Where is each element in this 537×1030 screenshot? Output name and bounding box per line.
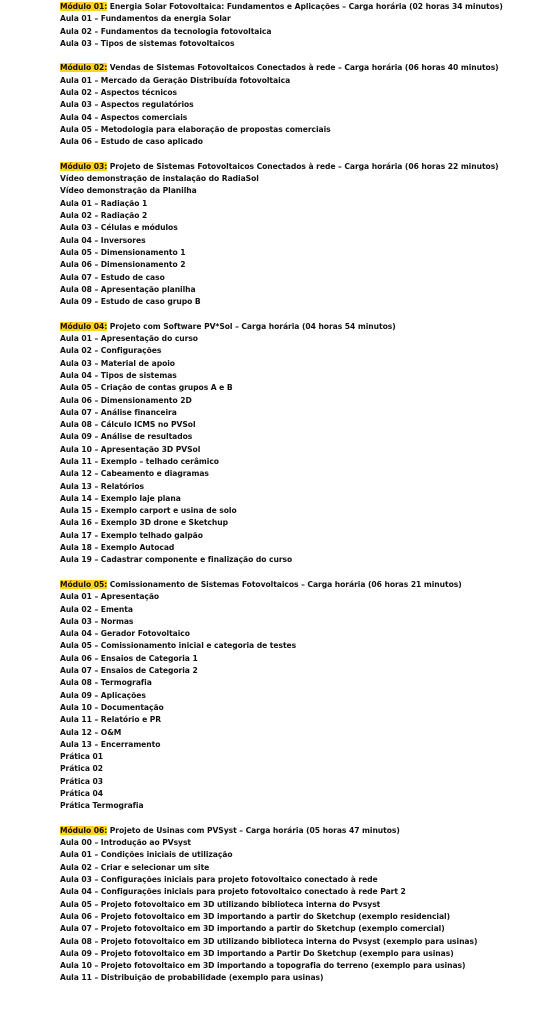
lesson-item: Aula 03 – Material de apoio	[60, 358, 175, 368]
lesson-item: Vídeo demonstração de instalação do RadiaSol	[60, 174, 259, 184]
lesson-item: Aula 04 – Aspectos comerciais	[60, 112, 188, 122]
lesson-item: Aula 03 – Células e módulos	[60, 223, 178, 233]
lesson-item: Aula 08 – Termografia	[60, 678, 152, 688]
module-section	[60, 62, 534, 148]
course-curriculum	[60, 1, 534, 997]
lesson-item: Aula 19 – Cadastrar componente e finalização do curso	[60, 555, 293, 565]
lesson-item: Aula 01 – Fundamentos da energia Solar	[60, 14, 231, 24]
lesson-item: Aula 09 – Estudo de caso grupo B	[60, 297, 201, 307]
module-title: Projeto com Software PV*Sol – Carga horária (04 horas 54 minutos)	[107, 321, 396, 331]
lesson-item: Aula 08 – Projeto fotovoltaico em 3D utilizando biblioteca interna do Pvsyst (exemplo para usinas)	[60, 936, 478, 946]
module-badge: Módulo 04:	[60, 321, 108, 331]
lesson-item: Aula 09 – Análise de resultados	[60, 432, 193, 442]
lesson-item: Aula 10 – Documentação	[60, 702, 164, 712]
lesson-item: Aula 05 – Comissionamento inicial e categoria de testes	[60, 641, 297, 651]
module-badge: Módulo 02:	[60, 63, 108, 73]
lesson-item: Aula 06 – Dimensionamento 2D	[60, 395, 192, 405]
lesson-item: Aula 03 – Tipos de sistemas fotovoltaicos	[60, 38, 235, 48]
module-title: Comissionamento de Sistemas Fotovoltaicos – Carga horária (06 horas 21 minutos)	[107, 579, 462, 589]
lesson-item: Prática 04	[60, 789, 104, 798]
lesson-item: Aula 11 – Relatório e PR	[60, 715, 162, 725]
lesson-item: Aula 06 – Estudo de caso aplicado	[60, 137, 203, 147]
lesson-item: Aula 15 – Exemplo carport e usina de solo	[60, 506, 237, 516]
lesson-item: Aula 02 – Criar e selecionar um site	[60, 862, 210, 872]
module-title: Energia Solar Fotovoltaica: Fundamentos e Aplicações – Carga horária (02 horas 34 minutos)	[107, 2, 503, 11]
lesson-item: Aula 07 – Análise financeira	[60, 407, 177, 417]
module-badge: Módulo 01:	[60, 2, 108, 11]
module-section	[60, 1, 534, 50]
lesson-item: Aula 13 – Relatórios	[60, 481, 144, 491]
lesson-item: Aula 02 – Radiação 2	[60, 211, 148, 221]
lesson-item: Aula 18 – Exemplo Autocad	[60, 543, 175, 553]
lesson-item: Aula 02 – Aspectos técnicos	[60, 88, 177, 98]
lesson-item: Aula 02 – Fundamentos da tecnologia fotovoltaica	[60, 26, 272, 36]
module-heading	[60, 579, 534, 591]
module-title: Vendas de Sistemas Fotovoltaicos Conectados à rede – Carga horária (06 horas 40 minutos)	[107, 63, 499, 73]
module-heading	[60, 161, 534, 173]
module-heading	[60, 321, 534, 333]
module-section	[60, 321, 534, 567]
module-heading	[60, 1, 534, 13]
lesson-item: Aula 01 – Radiação 1	[60, 198, 148, 208]
lesson-item: Aula 09 – Aplicações	[60, 690, 146, 700]
lesson-item: Aula 01 – Apresentação do curso	[60, 334, 198, 344]
lesson-item: Aula 01 – Mercado da Geração Distribuída fotovoltaica	[60, 75, 291, 85]
lesson-item: Aula 08 – Cálculo ICMS no PVSol	[60, 420, 196, 430]
lesson-item: Aula 05 – Metodologia para elaboração de propostas comerciais	[60, 124, 331, 134]
lesson-item: Aula 09 – Projeto fotovoltaico em 3D importando a Partir Do Sketchup (exemplo para usinas)	[60, 948, 454, 958]
lesson-item: Aula 04 – Configurações iniciais para projeto fotovoltaico conectado à rede Part 2	[60, 887, 406, 897]
lesson-item: Aula 03 – Aspectos regulatórios	[60, 100, 194, 110]
lesson-item: Aula 07 – Ensaios de Categoria 2	[60, 666, 198, 676]
lesson-item: Aula 04 – Inversores	[60, 235, 146, 245]
lesson-item: Prática 03	[60, 776, 104, 786]
lesson-item: Vídeo demonstração da Planilha	[60, 186, 197, 196]
lesson-item: Aula 10 – Apresentação 3D PVSol	[60, 444, 201, 454]
lesson-item: Aula 11 – Distribuição de probabilidade (exemplo para usinas)	[60, 973, 324, 983]
lesson-item: Aula 17 – Exemplo telhado galpão	[60, 530, 203, 540]
module-section	[60, 579, 534, 813]
lesson-item: Prática 01	[60, 752, 104, 762]
module-heading	[60, 62, 534, 74]
module-section	[60, 825, 534, 985]
lesson-item: Aula 12 – Cabeamento e diagramas	[60, 469, 209, 479]
lesson-item: Aula 06 – Dimensionamento 2	[60, 260, 186, 270]
lesson-item: Aula 11 – Exemplo – telhado cerâmico	[60, 456, 219, 466]
lesson-item: Aula 06 – Projeto fotovoltaico em 3D importando a partir do Sketchup (exemplo residencial)	[60, 911, 451, 921]
module-badge: Módulo 05:	[60, 579, 108, 589]
lesson-item: Aula 06 – Ensaios de Categoria 1	[60, 653, 198, 663]
lesson-item: Aula 04 – Gerador Fotovoltaico	[60, 629, 190, 639]
lesson-item: Aula 02 – Configurações	[60, 346, 162, 356]
lesson-item: Aula 07 – Projeto fotovoltaico em 3D importando a partir do Sketchup (exemplo comercial)	[60, 924, 445, 934]
module-heading	[60, 825, 534, 837]
module-badge: Módulo 06:	[60, 825, 108, 835]
lesson-item: Aula 04 – Tipos de sistemas	[60, 370, 177, 380]
lesson-item: Aula 00 – Introdução ao PVsyst	[60, 838, 192, 848]
lesson-item: Aula 13 – Encerramento	[60, 739, 161, 749]
lesson-item: Aula 01 – Condições iniciais de utilização	[60, 850, 233, 860]
lesson-item: Aula 02 – Ementa	[60, 604, 133, 614]
lesson-item: Aula 01 – Apresentação	[60, 592, 160, 602]
lesson-item: Aula 14 – Exemplo laje plana	[60, 493, 181, 503]
module-badge: Módulo 03:	[60, 161, 108, 171]
lesson-item: Aula 05 – Projeto fotovoltaico em 3D utilizando biblioteca interna do Pvsyst	[60, 899, 381, 909]
lesson-item: Aula 03 – Normas	[60, 616, 134, 626]
module-section	[60, 161, 534, 309]
lesson-item: Aula 10 – Projeto fotovoltaico em 3D importando a topografia do terreno (exemplo para usinas)	[60, 961, 466, 971]
lesson-item: Prática 02	[60, 764, 104, 774]
lesson-item: Aula 05 – Dimensionamento 1	[60, 247, 186, 257]
lesson-item: Aula 03 – Configurações iniciais para projeto fotovoltaico conectado à rede	[60, 875, 378, 885]
module-title: Projeto de Usinas com PVSyst – Carga horária (05 horas 47 minutos)	[107, 825, 400, 835]
lesson-item: Aula 05 – Criação de contas grupos A e B	[60, 383, 233, 393]
module-title: Projeto de Sistemas Fotovoltaicos Conectados à rede – Carga horária (06 horas 22 minutos)	[107, 161, 499, 171]
lesson-item: Aula 08 – Apresentação planilha	[60, 284, 196, 294]
lesson-item: Prática Termografia	[60, 801, 144, 811]
lesson-item: Aula 16 – Exemplo 3D drone e Sketchup	[60, 518, 228, 528]
lesson-item: Aula 07 – Estudo de caso	[60, 272, 165, 282]
lesson-item: Aula 12 – O&M	[60, 727, 122, 737]
